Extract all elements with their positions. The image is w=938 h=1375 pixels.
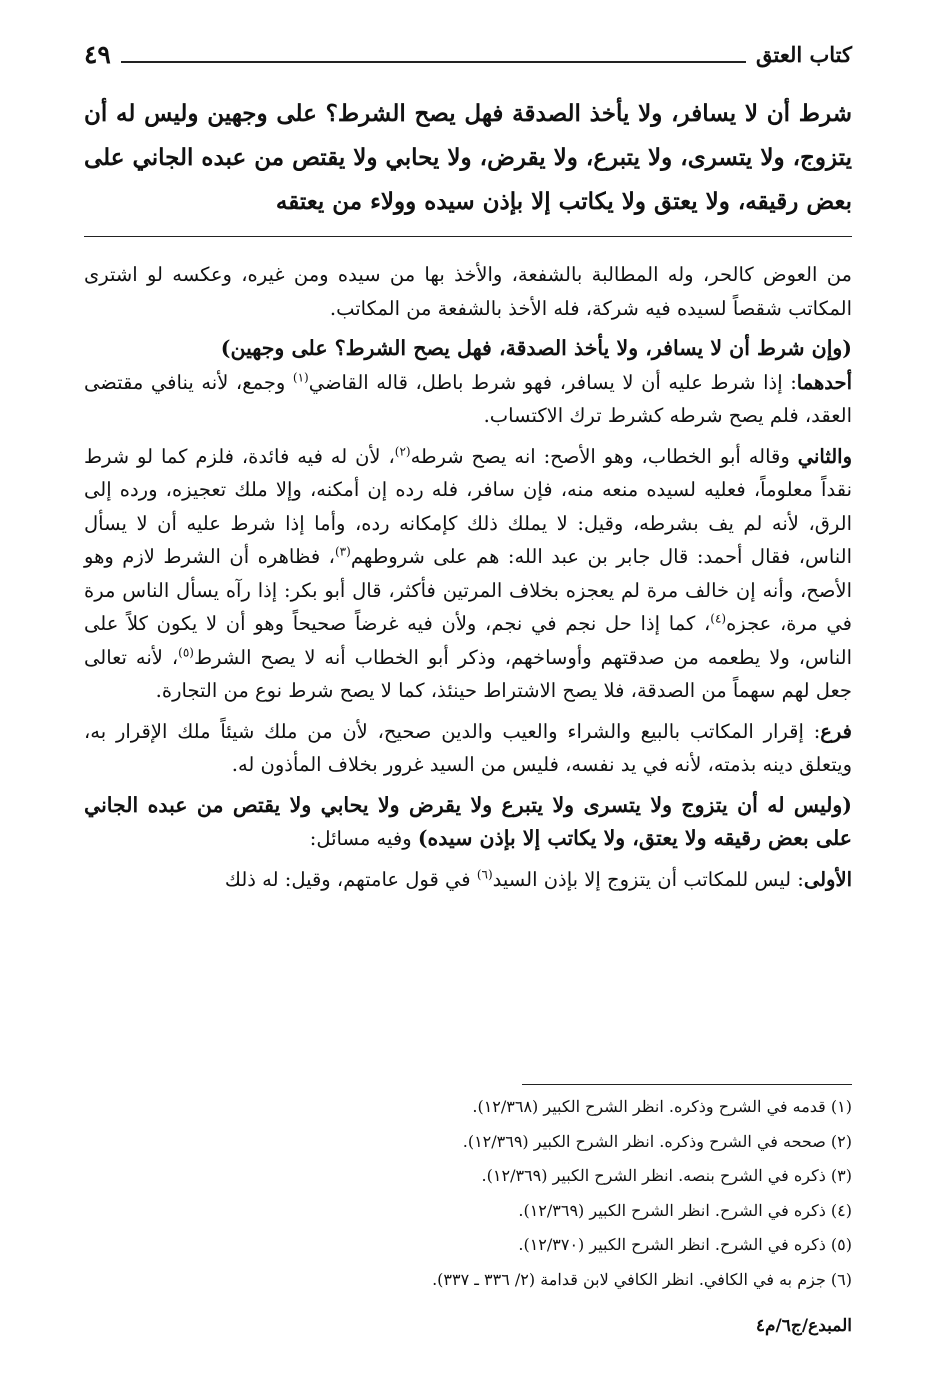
paragraph-text: في قول عامتهم، وقيل: له ذلك bbox=[224, 867, 477, 891]
matn-quote: (وليس له أن يتزوج ولا يتسرى ولا يتبرع ولا يقرض ولا يحابي ولا يقتص من عبده الجاني على بعض رقيقه ولا يعتق، ولا يكاتب إلا بإذن سيده) bbox=[84, 792, 852, 850]
paragraph-5 bbox=[84, 789, 852, 856]
paragraph-text: : ليس للمكاتب أن يتزوج إلا بإذن السيد bbox=[492, 867, 804, 891]
footnote-ref[interactable]: (٢) bbox=[394, 444, 411, 458]
paragraph-text: ، كما إذا حل نجم في نجم، ولأن فيه غرضاً صحيحاً وهو أن لا يكون كلاً على الناس، ولا يطعمه من صدقتهم وأوساخهم، وذكر أبو الخطاب أنه لا يصح الشرط bbox=[84, 612, 852, 669]
paragraph-text: : إقرار المكاتب بالبيع والشراء والعيب والدين صحيح، لأن من ملك شيئاً ملك الإقرار به، ويتعلق دينه بذمته، لأنه في يد نفسه، فليس من السيد غرور بخلاف المأذون له. bbox=[84, 719, 852, 776]
footnote-ref[interactable]: (١) bbox=[292, 370, 309, 384]
footnote-ref[interactable]: (٥) bbox=[178, 645, 194, 659]
paragraph-text: وفيه مسائل: bbox=[309, 827, 418, 850]
paragraph-4 bbox=[84, 715, 852, 782]
paragraph-text: ، لأنه تعالى جعل لهم سهماً من الصدقة، فلا يصح الاشتراط حينئذ، كما لا يصح شرط نوع من التجارة. bbox=[84, 645, 852, 702]
paragraph-text: ، لأن له فيه فائدة، فلزم كما لو شرط نقداً معلوماً، فعليه لسيده منعه منه، فإن سافر، فله رده إن أمكنه، وإلا ملك تعجيزه، ورده إلى الرق، لأنه لم يف بشرطه، وقيل: لا يملك ذلك كإمكانه رده، وأما إذا شرط عليه أن لا يسأل الناس، فقال أحمد: قال جابر بن عبد الله: هم على شروطهم bbox=[84, 444, 852, 568]
footnote-ref[interactable]: (٤) bbox=[710, 611, 727, 626]
paragraph-lead: فرع bbox=[820, 719, 852, 743]
footnote-item: (٢) صححه في الشرح وذكره. انظر الشرح الكبير (١٢/٣٦٩). bbox=[462, 1131, 852, 1151]
footnotes bbox=[84, 1090, 852, 1297]
footnote-item: (٣) ذكره في الشرح بنصه. انظر الشرح الكبير (١٢/٣٦٩). bbox=[481, 1166, 852, 1185]
header-rule bbox=[121, 61, 746, 63]
paragraph-text: وجمع، لأنه ينافي مقتضى العقد، فلم يصح شرطه كشرط ترك الاكتساب. bbox=[84, 370, 852, 427]
footnote-item: (٥) ذكره في الشرح. انظر الشرح الكبير (١٢/٣٧٠). bbox=[518, 1235, 852, 1254]
paragraph-2 bbox=[84, 332, 852, 433]
footnote-item: (٦) جزم به في الكافي. انظر الكافي لابن قدامة (٢/ ٣٣٦ ـ ٣٣٧). bbox=[432, 1269, 852, 1289]
footnote-item: (٤) ذكره في الشرح. انظر الشرح الكبير (١٢/٣٦٩). bbox=[518, 1200, 852, 1220]
footnote-separator bbox=[522, 1084, 852, 1085]
paragraph-6 bbox=[84, 863, 852, 897]
book-title: كتاب العتق bbox=[755, 42, 852, 67]
paragraph-lead: أحدهما bbox=[796, 370, 852, 394]
paragraph-1: من العوض كالحر، وله المطالبة بالشفعة، والأخذ بها من سيده ومن غيره، وعكسه لو اشترى المكاتب شقصاً لسيده فيه شركة، فله الأخذ بالشفعة من المكاتب. bbox=[84, 263, 852, 320]
matn-quote: (وإن شرط أن لا يسافر، ولا يأخذ الصدقة، فهل يصح الشرط؟ على وجهين) bbox=[220, 336, 852, 360]
paragraph-3 bbox=[84, 440, 852, 708]
paragraph-text: : إذا شرط عليه أن لا يسافر، فهو شرط باطل، قاله القاضي bbox=[308, 370, 797, 394]
footnote-ref[interactable]: (٦) bbox=[476, 867, 493, 881]
paragraph-text: وقاله أبو الخطاب، وهو الأصح: انه يصح شرطه bbox=[410, 444, 798, 468]
printer-signature: المبدع/ج٦/م٤ bbox=[755, 1316, 852, 1336]
page-number: ٤٩ bbox=[84, 40, 111, 69]
paragraph-lead: الأولى bbox=[803, 867, 852, 891]
footnote-ref[interactable]: (٣) bbox=[334, 544, 351, 559]
footnote-item: (١) قدمه في الشرح وذكره. انظر الشرح الكبير (١٢/٣٦٨). bbox=[472, 1097, 852, 1116]
running-header bbox=[84, 36, 852, 72]
paragraph-lead: والثاني bbox=[797, 444, 852, 468]
paragraph-text: ، فظاهره أن الشرط لازم وهو الأصح، وأنه إن خالف مرة لم يعجزه بخلاف المرتين فأكثر، قال أبو بكر: إذا رآه يسأل الناس مرة في مرة، عجزه bbox=[84, 545, 852, 635]
matn-separator bbox=[84, 236, 852, 237]
commentary bbox=[84, 258, 852, 896]
matn-text: شرط أن لا يسافر، ولا يأخذ الصدقة فهل يصح الشرط؟ على وجهين وليس له أن يتزوج، ولا يتسرى، ولا يتبرع، ولا يقرض، ولا يحابي ولا يقتص من عبده الجاني على بعض رقيقه، ولا يعتق ولا يكاتب إلا بإذن سيده وولاء من يعتقه bbox=[84, 100, 852, 215]
